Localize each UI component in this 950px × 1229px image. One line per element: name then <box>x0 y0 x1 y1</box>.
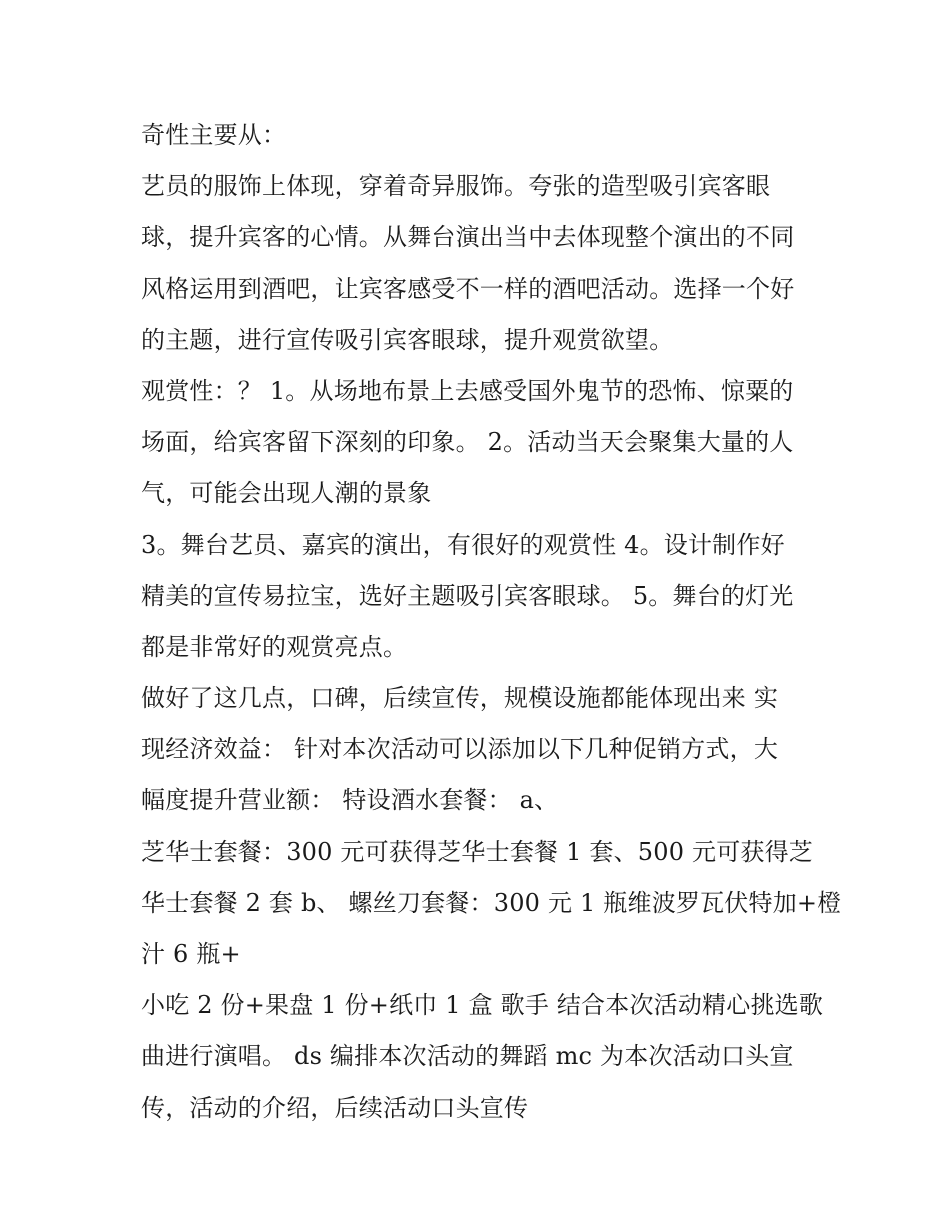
document-body <box>141 110 842 1134</box>
text-line: 现经济效益： 针对本次活动可以添加以下几种促销方式，大 <box>141 735 779 764</box>
text-line: 都是非常好的观赏亮点。 <box>141 632 408 661</box>
text-line: 幅度提升营业额： 特设酒水套餐： a、 <box>141 786 559 815</box>
text-line: 曲进行演唱。 ds 编排本次活动的舞蹈 mc 为本次活动口头宣 <box>141 1042 794 1071</box>
text-line: 奇性主要从： <box>141 121 287 149</box>
text-line: 球，提升宾客的心情。从舞台演出当中去体现整个演出的不同 <box>141 223 795 252</box>
text-line: 精美的宣传易拉宝，选好主题吸引宾客眼球。 5。舞台的灯光 <box>141 581 794 610</box>
text-line: 场面，给宾客留下深刻的印象。 2。活动当天会聚集大量的人 <box>141 428 794 457</box>
text-line: 华士套餐 2 套 b、 螺丝刀套餐：300 元 1 瓶维波罗瓦伏特加+橙 <box>141 888 842 917</box>
text-line: 小吃 2 份+果盘 1 份+纸巾 1 盒 歌手 结合本次活动精心挑选歌 <box>141 991 824 1020</box>
text-line: 传，活动的介绍，后续活动口头宣传 <box>141 1093 529 1122</box>
text-line: 艺员的服饰上体现，穿着奇异服饰。夸张的造型吸引宾客眼 <box>141 172 771 201</box>
text-line: 的主题，进行宣传吸引宾客眼球，提升观赏欲望。 <box>141 325 674 354</box>
text-line: 3。舞台艺员、嘉宾的演出，有很好的观赏性 4。设计制作好 <box>141 530 785 559</box>
text-line: 汁 6 瓶+ <box>141 940 241 968</box>
text-line: 芝华士套餐：300 元可获得芝华士套餐 1 套、500 元可获得芝 <box>141 837 814 866</box>
text-line: 气，可能会出现人潮的景象 <box>141 479 432 508</box>
text-line: 做好了这几点，口碑，后续宣传，规模设施都能体现出来 实 <box>141 684 779 713</box>
text-line: 观赏性：？ 1。从场地布景上去感受国外鬼节的恐怖、惊粟的 <box>141 376 794 405</box>
text-line: 风格运用到酒吧，让宾客感受不一样的酒吧活动。选择一个好 <box>141 274 795 303</box>
